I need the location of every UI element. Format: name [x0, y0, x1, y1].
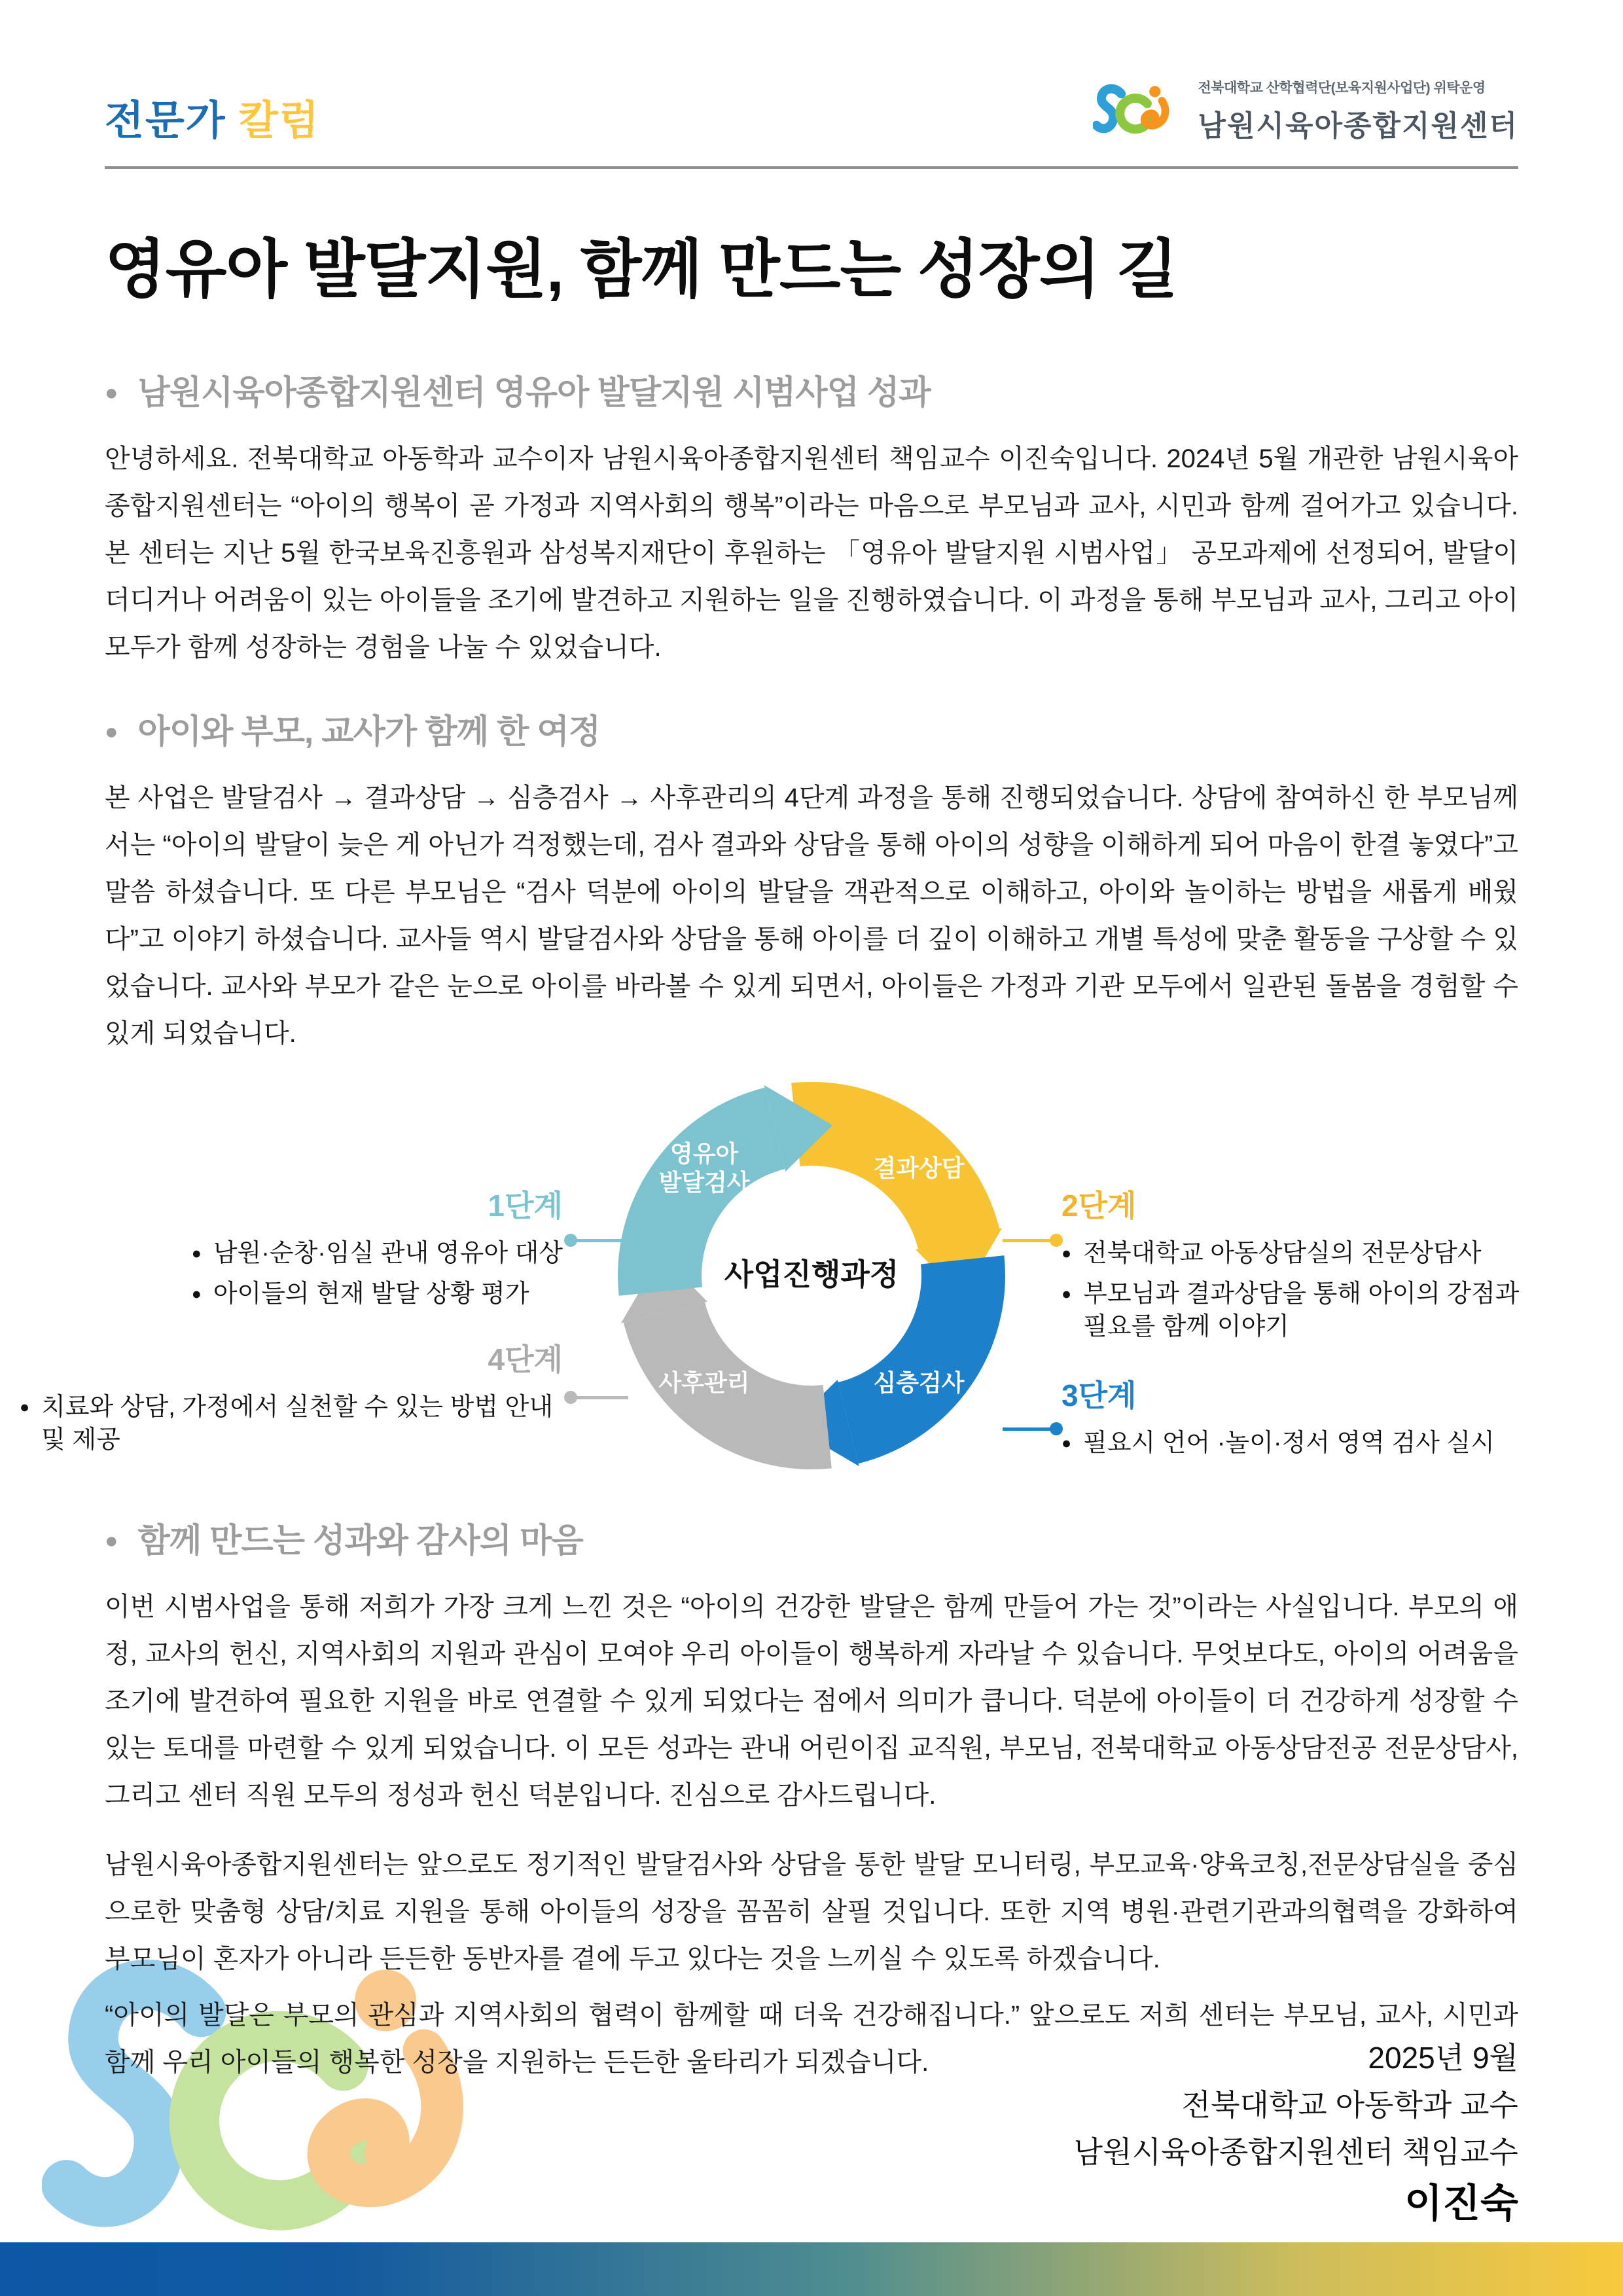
connector-dot [564, 1391, 577, 1404]
bullet-icon: ● [105, 719, 118, 744]
callout-step3 [1061, 1372, 1598, 1460]
step1-stage-label: 1단계 [488, 1189, 563, 1223]
signature-date: 2025년 9월 [1368, 2041, 1518, 2075]
footer-gradient-bar [0, 2242, 1623, 2296]
callout-step1 [192, 1182, 563, 1310]
signature-role2: 남원시육아종합지원센터 책임교수 [1073, 2135, 1518, 2169]
step1-bullet-text: 남원·순창·임실 관내 영유아 대상 [213, 1240, 563, 1267]
step2-stage-label: 2단계 [1061, 1189, 1137, 1223]
bullet-icon: ● [1061, 1434, 1072, 1452]
arc-label-step2: 결과상담 [873, 1155, 965, 1181]
list-item [1061, 1427, 1598, 1460]
org-logo-block [1093, 77, 1518, 144]
list-item [20, 1391, 563, 1456]
list-item [192, 1278, 563, 1310]
signature-block [1074, 2034, 1518, 2232]
section3-paragraph2: 남원시육아종합지원센터는 앞으로도 정기적인 발달검사와 상담을 통한 발달 모니터링, 부모교육·양육코칭,전문상담실을 중심으로한 맞춤형 상담/치료 지원을 통해 아이들의 성장을 꼼꼼히 살필 것입니다. 또한 지역 병원·관련기관과의협력을 강화하여 부모님이 혼자가 아니라 든든한 동반자를 곁에 두고 있다는 것을 느끼실 수 있도록 하겠습니다. [105, 1850, 1518, 1973]
badge-word-expert: 전문가 [105, 98, 226, 143]
bullet-icon: ● [105, 1528, 118, 1553]
connector-step1 [571, 1239, 628, 1242]
section2-paragraph: 본 사업은 발달검사 → 결과상담 → 심층검사 → 사후관리의 4단계 과정을 통해 진행되었습니다. 상담에 참여하신 한 부모님께서는 “아이의 발달이 늦은 게 아닌가 걱정했는데, 검사 결과와 상담을 통해 아이의 성향을 이해하게 되어 마음이 한결 놓였다”고 말씀 하셨습니다. 또 다른 부모님은 “검사 덕분에 아이의 발달을 객관적으로 이해하고, 아이와 놀이하는 방법을 새롭게 배웠다”고 이야기 하셨습니다. 교사들 역시 발달검사와 상담을 통해 아이를 더 깊이 이해하고 개별 특성에 맞춘 활동을 구상할 수 있었습니다. 교사와 부모가 같은 눈으로 아이를 바라볼 수 있게 되면서, 아이들은 가정과 기관 모두에서 일관된 돌봄을 경험할 수 있게 되었습니다. [105, 783, 1518, 1048]
arc-label-step1-line1: 영유아 [669, 1140, 739, 1167]
step3-bullet-text: 필요시 언어 ·놀이·정서 영역 검사 실시 [1083, 1429, 1495, 1457]
step4-bullet-text: 치료와 상담, 가정에서 실천할 수 있는 방법 안내 및 제공 [41, 1393, 554, 1454]
step1-bullet-text: 아이들의 현재 발달 상황 평가 [213, 1280, 529, 1308]
masthead [105, 0, 1518, 144]
org-name: 남원시육아종합지원센터 [1198, 110, 1518, 142]
section1-paragraph: 안녕하세요. 전북대학교 아동학과 교수이자 남원시육아종합지원센터 책임교수 이진숙입니다. 2024년 5월 개관한 남원시육아종합지원센터는 “아이의 행복이 곧 가정과 지역사회의 행복”이라는 마음으로 부모님과 교사, 시민과 함께 걸어가고 있습니다. 본 센터는 지난 5월 한국보육진흥원과 삼성복지재단이 후원하는 「영유아 발달지원 시범사업」 공모과제에 선정되어, 발달이 더디거나 어려움이 있는 아이들을 조기에 발견하고 지원하는 일을 진행하였습니다. 이 과정을 통해 부모님과 교사, 그리고 아이 모두가 함께 성장하는 경험을 나눌 수 있었습니다. [105, 444, 1518, 662]
callout-step2 [1061, 1182, 1520, 1343]
connector-step2 [1003, 1239, 1056, 1242]
signature-role1: 전북대학교 아동학과 교수 [1181, 2088, 1518, 2122]
cycle-center-label: 사업진행과정 [724, 1257, 899, 1291]
bullet-icon: ● [1061, 1285, 1072, 1303]
section3-paragraph3: “아이의 발달은 부모의 관심과 지역사회의 협력이 함께할 때 더욱 건강해집니다.” 앞으로도 저희 센터는 부모님, 교사, 시민과 함께 우리 아이들의 행복한 성장을 지원하는 든든한 울타리가 되겠습니다. [105, 2001, 1518, 2077]
column-badge [105, 98, 320, 144]
bullet-icon: ● [191, 1244, 202, 1263]
header-divider [105, 166, 1518, 169]
section1-heading-text: 남원시육아종합지원센터 영유아 발달지원 시범사업 성과 [137, 374, 931, 411]
section2-heading [105, 711, 1518, 752]
bullet-icon: ● [105, 380, 118, 405]
org-note: 전북대학교 산학협력단(보육지원사업단) 위탁운영 [1198, 81, 1486, 96]
list-item [1061, 1237, 1520, 1270]
arc-label-step3: 심층검사 [873, 1369, 965, 1396]
signature-name: 이진숙 [1404, 2181, 1518, 2225]
badge-word-column: 칼럼 [238, 98, 320, 143]
step3-stage-label: 3단계 [1061, 1378, 1137, 1412]
arc-label-step4: 사후관리 [658, 1369, 750, 1396]
step4-stage-label: 4단계 [488, 1342, 563, 1376]
org-logo-icon [1093, 82, 1185, 139]
connector-dot [564, 1234, 577, 1247]
article-title: 영유아 발달지원, 함께 만드는 성장의 길 [105, 234, 1177, 305]
step2-bullet-text: 부모님과 결과상담을 통해 아이의 강점과 필요를 함께 이야기 [1083, 1280, 1520, 1340]
list-item [192, 1237, 563, 1270]
org-text [1198, 77, 1518, 144]
connector-dot [1050, 1234, 1063, 1247]
section2-heading-text: 아이와 부모, 교사가 함께 한 여정 [137, 713, 601, 750]
section1-heading [105, 372, 1518, 413]
arc-label-step1-line2: 발달검사 [658, 1169, 750, 1196]
section3-heading-text: 함께 만드는 성과와 감사의 마음 [137, 1522, 583, 1559]
bullet-icon: ● [191, 1285, 202, 1303]
bullet-icon: ● [1061, 1244, 1072, 1263]
process-cycle-diagram [20, 1061, 1520, 1513]
callout-step4 [20, 1336, 563, 1456]
connector-step3 [1003, 1427, 1056, 1431]
connector-step4 [571, 1396, 628, 1399]
bullet-icon: ● [20, 1398, 30, 1416]
list-item [1061, 1278, 1520, 1343]
step2-bullet-text: 전북대학교 아동상담실의 전문상담사 [1083, 1240, 1482, 1267]
section3-heading [105, 1520, 1518, 1561]
connector-dot [1050, 1422, 1063, 1435]
cycle-ring [602, 1066, 1021, 1485]
section3-paragraph1: 이번 시범사업을 통해 저희가 가장 크게 느낀 것은 “아이의 건강한 발달은 함께 만들어 가는 것”이라는 사실입니다. 부모의 애정, 교사의 헌신, 지역사회의 지원과 관심이 모여야 우리 아이들이 행복하게 자라날 수 있습니다. 무엇보다도, 아이의 어려움을 조기에 발견하여 필요한 지원을 바로 연결할 수 있게 되었다는 점에서 의미가 큽니다. 덕분에 아이들이 더 건강하게 성장할 수 있는 토대를 마련할 수 있게 되었습니다. 이 모든 성과는 관내 어린이집 교직원, 부모님, 전북대학교 아동상담전공 전문상담사, 그리고 센터 직원 모두의 정성과 헌신 덕분입니다. 진심으로 감사드립니다. [105, 1592, 1518, 1810]
